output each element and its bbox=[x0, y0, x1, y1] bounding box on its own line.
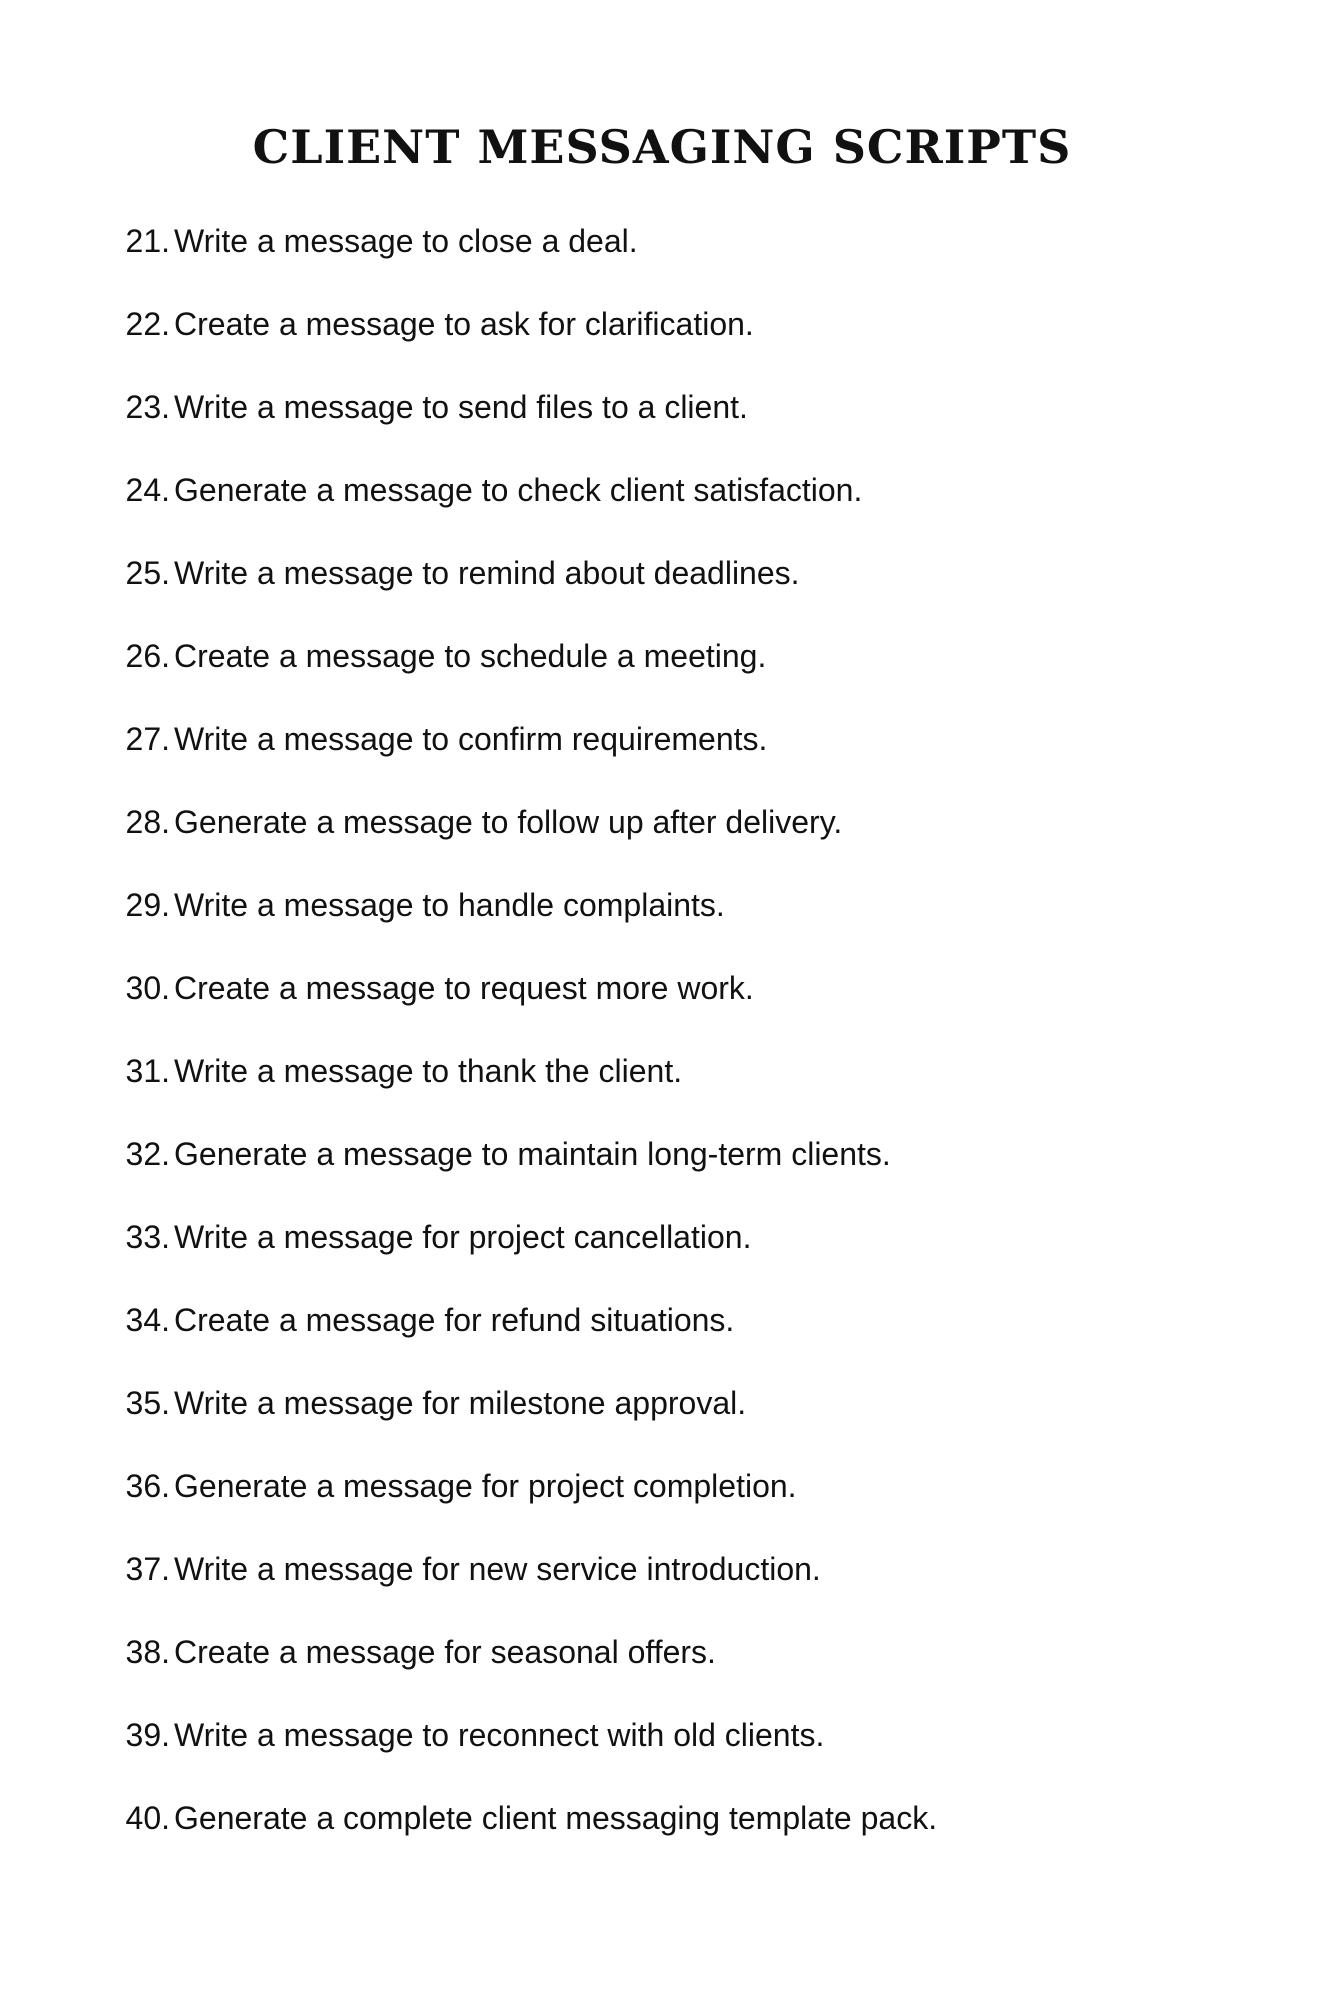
page-title: CLIENT MESSAGING SCRIPTS bbox=[252, 120, 1072, 174]
list-item bbox=[0, 220, 1324, 303]
item-number: 29. bbox=[125, 887, 170, 923]
list-item bbox=[0, 1631, 1324, 1714]
item-number: 39. bbox=[125, 1717, 170, 1753]
item-text: Create a message for seasonal offers. bbox=[174, 1634, 716, 1670]
item-number: 33. bbox=[125, 1219, 170, 1255]
item-number: 40. bbox=[125, 1800, 170, 1836]
list-item bbox=[0, 386, 1324, 469]
item-text: Generate a message to maintain long-term clients. bbox=[174, 1136, 891, 1172]
list-item bbox=[0, 718, 1324, 801]
item-text: Write a message to reconnect with old clients. bbox=[174, 1717, 825, 1753]
list-item bbox=[0, 1548, 1324, 1631]
item-text: Write a message to handle complaints. bbox=[174, 887, 725, 923]
item-text: Create a message to ask for clarification. bbox=[174, 306, 754, 342]
item-number: 34. bbox=[125, 1302, 170, 1338]
item-text: Write a message to thank the client. bbox=[174, 1053, 683, 1089]
list-item bbox=[0, 635, 1324, 718]
list-item bbox=[0, 1465, 1324, 1548]
item-number: 36. bbox=[125, 1468, 170, 1504]
item-text: Write a message for milestone approval. bbox=[174, 1385, 747, 1421]
item-number: 27. bbox=[125, 721, 170, 757]
item-text: Write a message for new service introduction. bbox=[174, 1551, 821, 1587]
list-item bbox=[0, 801, 1324, 884]
list-item bbox=[0, 303, 1324, 386]
item-text: Generate a message to check client satisfaction. bbox=[174, 472, 863, 508]
list-item bbox=[0, 1382, 1324, 1465]
item-number: 28. bbox=[125, 804, 170, 840]
item-number: 30. bbox=[125, 970, 170, 1006]
item-text: Write a message to send files to a client. bbox=[174, 389, 748, 425]
item-text: Generate a message to follow up after delivery. bbox=[174, 804, 843, 840]
item-number: 22. bbox=[125, 306, 170, 342]
item-number: 26. bbox=[125, 638, 170, 674]
item-text: Write a message to confirm requirements. bbox=[174, 721, 768, 757]
item-number: 35. bbox=[125, 1385, 170, 1421]
item-number: 37. bbox=[125, 1551, 170, 1587]
item-text: Create a message for refund situations. bbox=[174, 1302, 735, 1338]
item-number: 23. bbox=[125, 389, 170, 425]
list-item bbox=[0, 1133, 1324, 1216]
item-text: Write a message to remind about deadlines. bbox=[174, 555, 800, 591]
item-text: Write a message to close a deal. bbox=[174, 223, 638, 259]
item-text: Create a message to schedule a meeting. bbox=[174, 638, 767, 674]
list-item bbox=[0, 1216, 1324, 1299]
item-number: 32. bbox=[125, 1136, 170, 1172]
list-item bbox=[0, 967, 1324, 1050]
item-text: Create a message to request more work. bbox=[174, 970, 754, 1006]
item-number: 25. bbox=[125, 555, 170, 591]
list-item bbox=[0, 884, 1324, 967]
item-number: 24. bbox=[125, 472, 170, 508]
list-item bbox=[0, 552, 1324, 635]
item-text: Write a message for project cancellation. bbox=[174, 1219, 752, 1255]
list-item bbox=[0, 1050, 1324, 1133]
list-item bbox=[0, 1714, 1324, 1797]
list-item bbox=[0, 1299, 1324, 1382]
script-list bbox=[0, 220, 1324, 1880]
list-item bbox=[0, 1797, 1324, 1880]
item-number: 38. bbox=[125, 1634, 170, 1670]
item-text: Generate a message for project completion. bbox=[174, 1468, 797, 1504]
list-item bbox=[0, 469, 1324, 552]
item-number: 31. bbox=[125, 1053, 170, 1089]
item-number: 21. bbox=[125, 223, 170, 259]
item-text: Generate a complete client messaging template pack. bbox=[174, 1800, 938, 1836]
